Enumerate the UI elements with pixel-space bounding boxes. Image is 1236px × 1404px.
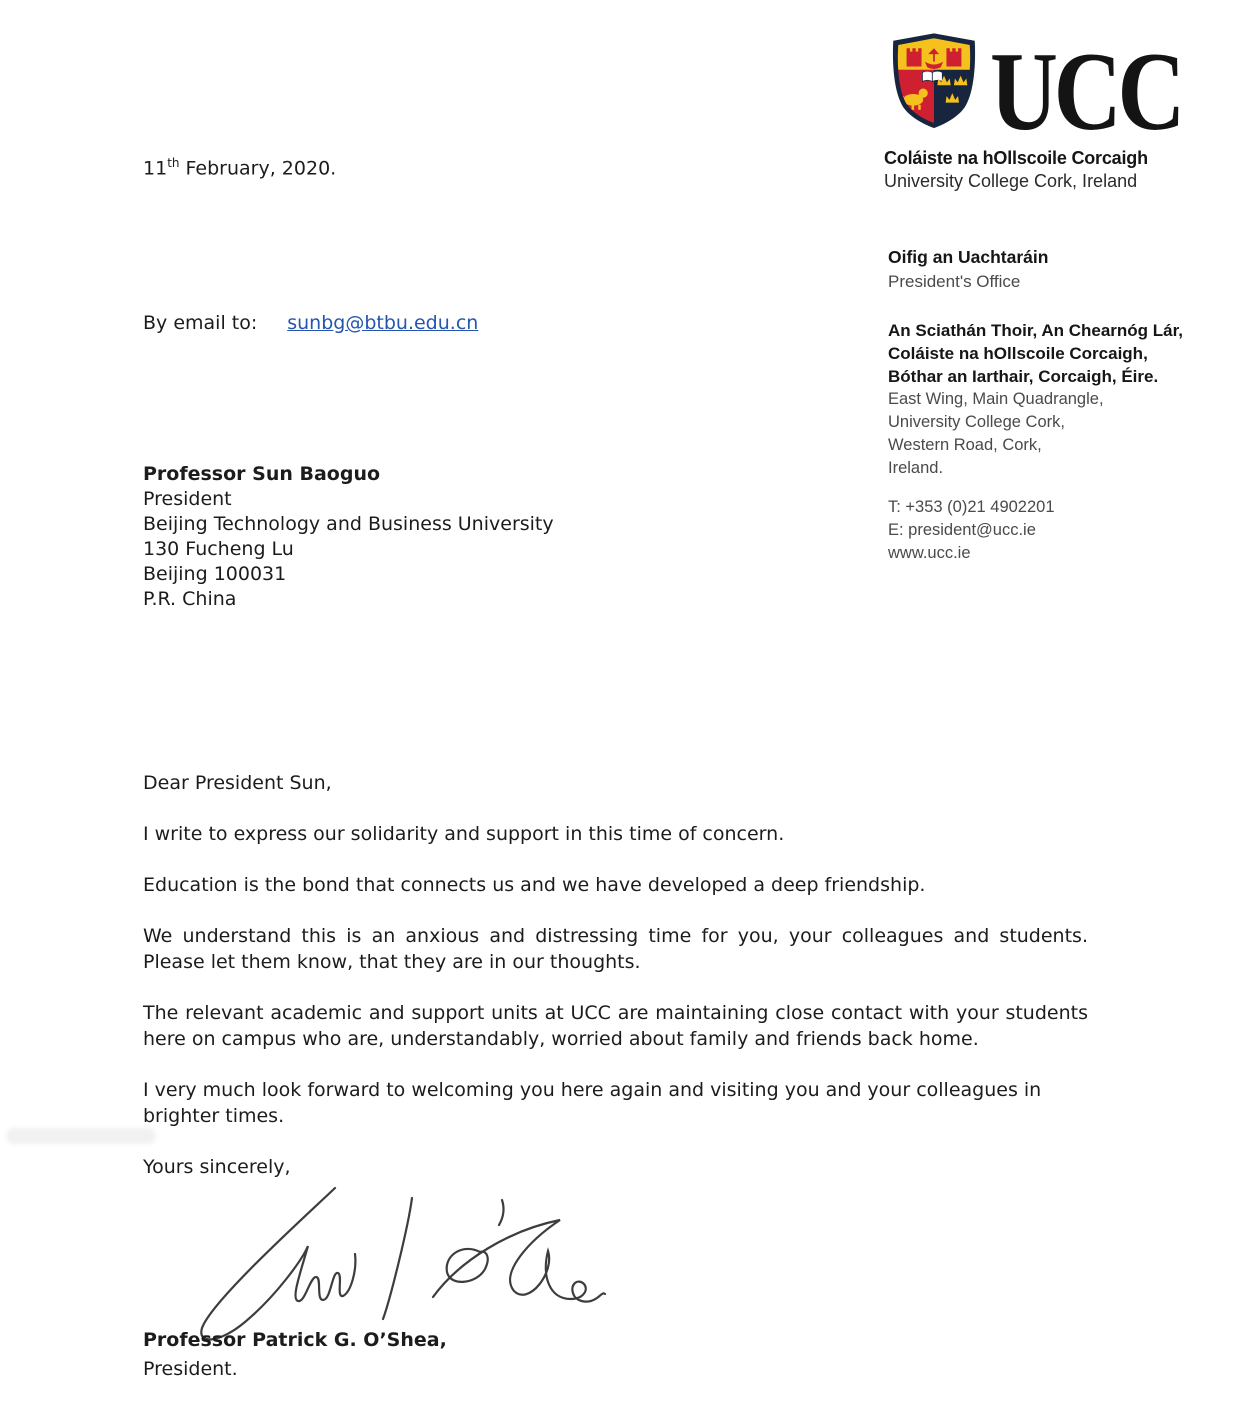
recipient-country: P.R. China [143, 588, 237, 610]
body-paragraph: Education is the bond that connects us and we have developed a deep friendship. [143, 874, 926, 896]
body-paragraph: We understand this is an anxious and distressing time for you, your colleagues and students. Please let them know, that they are in our thoughts. [143, 925, 1088, 973]
body-paragraph: I very much look forward to welcoming you here again and visiting you and your colleagues in brighter times. [143, 1079, 1042, 1127]
letterhead [884, 30, 1214, 192]
address-irish-line: An Sciathán Thoir, An Chearnóg Lár, [888, 321, 1184, 340]
president-email: E: president@ucc.ie [888, 521, 1036, 539]
letter-body [143, 770, 1088, 1205]
address-english-line: Western Road, Cork, [888, 436, 1042, 454]
recipient-city: Beijing 100031 [143, 563, 287, 585]
scan-artifact [6, 1128, 156, 1144]
address-english [888, 388, 1218, 480]
office-block [888, 247, 1218, 292]
phone-number: T: +353 (0)21 4902201 [888, 498, 1055, 516]
recipient-street: 130 Fucheng Lu [143, 538, 294, 560]
address-irish-line: Coláiste na hOllscoile Corcaigh, [888, 344, 1148, 363]
date-day: 11 [143, 157, 168, 180]
date-rest: February, 2020. [179, 157, 337, 180]
signatory-block [143, 1326, 447, 1384]
contact-block [888, 496, 1218, 565]
ucc-logo [884, 30, 1214, 154]
recipient-title: President [143, 488, 232, 510]
signatory-title: President. [143, 1358, 238, 1380]
ucc-logotype: UCC [990, 30, 1182, 154]
address-block [888, 319, 1218, 480]
by-email-line [143, 312, 478, 334]
address-english-line: East Wing, Main Quadrangle, [888, 390, 1104, 408]
address-english-line: Ireland. [888, 459, 944, 477]
address-irish [888, 319, 1218, 388]
office-name-irish: Oifig an Uachtaráin [888, 247, 1049, 267]
letter-date [143, 156, 336, 179]
ucc-crest-icon [884, 30, 984, 133]
closing: Yours sincerely, [143, 1156, 291, 1178]
handwritten-signature [150, 1160, 620, 1350]
office-name-english: President's Office [888, 272, 1021, 291]
salutation: Dear President Sun, [143, 772, 332, 794]
recipient-address-block [143, 462, 554, 612]
website-url: www.ucc.ie [888, 544, 971, 562]
body-paragraph: I write to express our solidarity and support in this time of concern. [143, 823, 785, 845]
recipient-email-link[interactable]: sunbg@btbu.edu.cn [287, 312, 479, 334]
recipient-name: Professor Sun Baoguo [143, 463, 381, 485]
address-irish-line: Bóthar an Iarthair, Corcaigh, Éire. [888, 367, 1159, 386]
date-ordinal-suffix: th [167, 156, 180, 170]
university-name-irish: Coláiste na hOllscoile Corcaigh [884, 148, 1148, 168]
address-english-line: University College Cork, [888, 413, 1065, 431]
by-email-label: By email to: [143, 312, 258, 334]
signatory-name: Professor Patrick G. O’Shea, [143, 1329, 447, 1351]
body-paragraph: The relevant academic and support units at UCC are maintaining close contact with your students here on campus who are, understandably, worried about family and friends back home. [143, 1002, 1088, 1050]
university-name-english: University College Cork, Ireland [884, 171, 1138, 191]
recipient-organization: Beijing Technology and Business University [143, 513, 554, 535]
